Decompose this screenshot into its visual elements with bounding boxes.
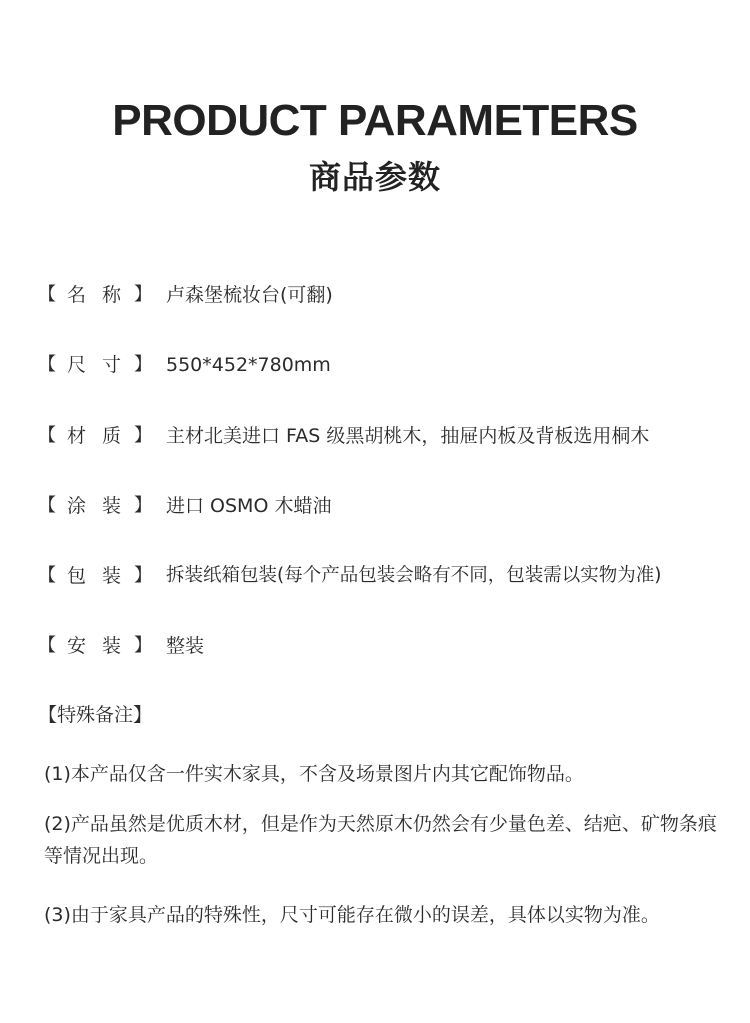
param-label-char: 名 [67,284,87,306]
param-value: 整装 [166,635,205,657]
param-label-char: 装 [102,495,122,517]
bracket-open: 【 [38,425,56,446]
param-value: 进口 OSMO 木蜡油 [166,495,332,517]
bracket-open: 【 [38,635,56,656]
param-row-material [0,421,750,451]
param-label-char: 称 [102,284,122,306]
param-label-char: 安 [67,635,87,657]
param-label-char: 涂 [67,495,87,517]
bracket-close: 】 [134,495,152,516]
param-label-char: 质 [102,425,122,447]
bracket-close: 】 [134,635,152,656]
param-value: 550*452*780mm [166,354,331,376]
bracket-open: 【 [38,354,56,375]
bracket-close: 】 [134,425,152,446]
param-label-char: 尺 [67,354,87,376]
param-label-char: 材 [67,425,87,447]
param-label-char: 装 [102,565,122,587]
param-row-name [0,280,750,310]
note-item-2: (2)产品虽然是优质木材，但是作为天然原木仍然会有少量色差、结疤、矿物条痕等情况出现。 [44,813,717,867]
bracket-close: 】 [134,565,152,586]
param-value: 拆装纸箱包装(每个产品包装会略有不同，包装需以实物为准) [166,565,662,586]
page-title-en: PRODUCT PARAMETERS [112,96,638,145]
page-title-cn: 商品参数 [308,158,441,196]
bracket-open: 【 [38,565,56,586]
bracket-close: 】 [134,284,152,305]
param-value: 卢森堡梳妆台(可翻) [166,284,333,306]
param-label-char: 寸 [102,354,122,376]
notes-heading: 【特殊备注】 [38,704,153,726]
note-item-1: (1)本产品仅含一件实木家具，不含及场景图片内其它配饰物品。 [44,763,584,785]
param-row-packaging [0,561,750,591]
param-value: 主材北美进口 FAS 级黑胡桃木，抽屉内板及背板选用桐木 [166,425,650,447]
param-row-finish [0,491,750,521]
note-item-3: (3)由于家具产品的特殊性，尺寸可能存在微小的误差，具体以实物为准。 [44,904,660,926]
bracket-open: 【 [38,284,56,305]
param-label-char: 包 [67,565,87,587]
param-row-installation [0,631,750,661]
param-label-char: 装 [102,635,122,657]
bracket-open: 【 [38,495,56,516]
bracket-close: 】 [134,354,152,375]
param-row-size [0,350,750,380]
